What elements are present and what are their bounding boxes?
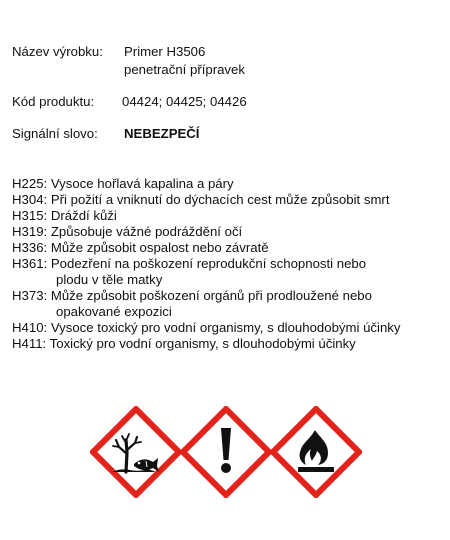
hazard-statement: H319: Způsobuje vážné podráždění očí xyxy=(12,224,243,239)
hazard-statement: H373: Může způsobit poškození orgánů při prodloužené nebo xyxy=(12,288,372,303)
hazard-statement: H410: Vysoce toxický pro vodní organismy, s dlouhodobými účinky xyxy=(12,320,401,335)
hazard-statement: H315: Dráždí kůži xyxy=(12,208,117,223)
hazard-statement: H361: Podezření na poškození reprodukční schopnosti nebo xyxy=(12,256,367,271)
environment-hazard-icon xyxy=(90,406,182,498)
hazard-statement: H411: Toxický pro vodní organismy, s dlouhodobými účinky xyxy=(12,336,356,351)
hazard-statement-continuation: plodu v těle matky xyxy=(56,272,163,287)
hazard-statement: H336: Může způsobit ospalost nebo závratě xyxy=(12,240,269,255)
product-name-label: Název výrobku: xyxy=(12,44,103,59)
product-code: 04424; 04425; 04426 xyxy=(122,94,247,109)
product-name: Primer H3506 xyxy=(124,44,206,59)
hazard-statement-continuation: opakované expozici xyxy=(56,304,172,319)
signal-word-label: Signální slovo: xyxy=(12,126,98,141)
product-description: penetrační přípravek xyxy=(124,62,245,77)
ghs-pictograms xyxy=(90,406,362,498)
product-code-label: Kód produktu: xyxy=(12,94,95,109)
signal-word: NEBEZPEČÍ xyxy=(124,126,200,141)
hazard-statement: H225: Vysoce hořlavá kapalina a páry xyxy=(12,176,234,191)
exclamation-mark-icon xyxy=(180,406,272,498)
flame-icon xyxy=(270,406,362,498)
hazard-statement: H304: Při požití a vniknutí do dýchacích cest může způsobit smrt xyxy=(12,192,390,207)
